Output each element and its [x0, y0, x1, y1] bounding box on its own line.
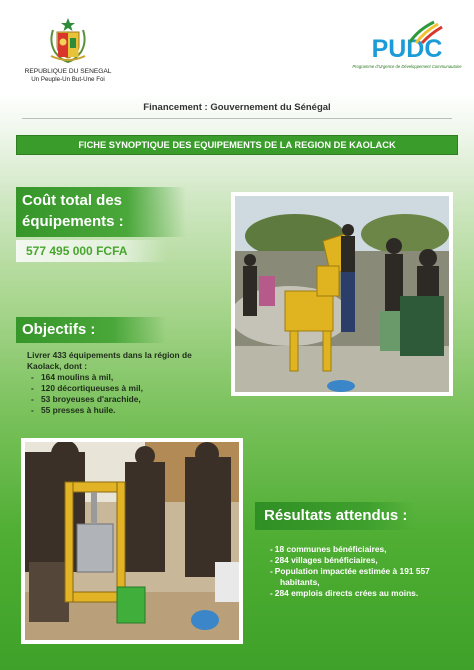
list-item — [270, 577, 460, 588]
senegal-header — [20, 12, 116, 83]
page-title: FICHE SYNOPTIQUE DES EQUIPEMENTS DE LA REGION DE KAOLACK — [16, 135, 458, 155]
list-item-text: 55 presses à huile. — [41, 405, 116, 415]
list-item: - 18 communes bénéficiaires, — [270, 544, 387, 554]
list-item-text: 284 villages bénéficiaires, — [274, 555, 378, 565]
list-item-text: 18 communes bénéficiaires, — [274, 544, 387, 554]
cout-value: 577 495 000 FCFA — [16, 240, 166, 262]
cout-title-line2: équipements : — [22, 213, 124, 230]
resultats-list — [270, 544, 460, 599]
list-item-text: habitants, — [280, 577, 320, 587]
millet-mill-photo — [231, 192, 453, 396]
list-item: - 284 emplois directs crées au moins. — [270, 588, 419, 598]
list-item-text: 120 décortiqueuses à mil, — [41, 383, 143, 393]
list-item-text: 164 moulins à mil, — [41, 372, 114, 382]
list-item: - 53 broyeuses d'arachide, — [31, 394, 141, 404]
list-item: - 55 presses à huile. — [31, 405, 116, 415]
list-item: - Population impactée estimée à 191 557 — [270, 566, 430, 576]
objectifs-list — [27, 372, 227, 416]
list-item: - 120 décortiqueuses à mil, — [31, 383, 143, 393]
list-item: - 164 moulins à mil, — [31, 372, 114, 382]
cout-title — [16, 187, 186, 237]
pudc-subtitle: Programme d'Urgence de Développement Communautaire — [352, 64, 462, 69]
list-item-text: Population impactée estimée à 191 557 — [274, 566, 430, 576]
list-item: - 284 villages bénéficiaires, — [270, 555, 378, 565]
pudc-logo — [352, 20, 462, 69]
financement-label: Financement : Gouvernement du Sénégal — [143, 102, 331, 113]
pudc-swoosh-icon — [404, 20, 444, 44]
republic-label: REPUBLIQUE DU SENEGAL — [24, 68, 112, 75]
coat-of-arms-icon — [45, 12, 91, 64]
oil-press-photo — [21, 438, 243, 644]
objectifs-body — [27, 350, 227, 416]
objectifs-intro: Livrer 433 équipements dans la région de Kaolack, dont : — [27, 350, 192, 371]
resultats-title: Résultats attendus : — [255, 502, 415, 530]
list-item-text: 284 emplois directs crées au moins. — [274, 588, 419, 598]
motto-label: Un Peuple-Un But-Une Foi — [31, 76, 105, 83]
cout-title-line1: Coût total des — [22, 192, 122, 209]
divider — [22, 118, 452, 119]
list-item-text: 53 broyeuses d'arachide, — [41, 394, 141, 404]
pudc-logo-text: PUDC — [371, 35, 443, 63]
objectifs-title: Objectifs : — [16, 317, 166, 343]
